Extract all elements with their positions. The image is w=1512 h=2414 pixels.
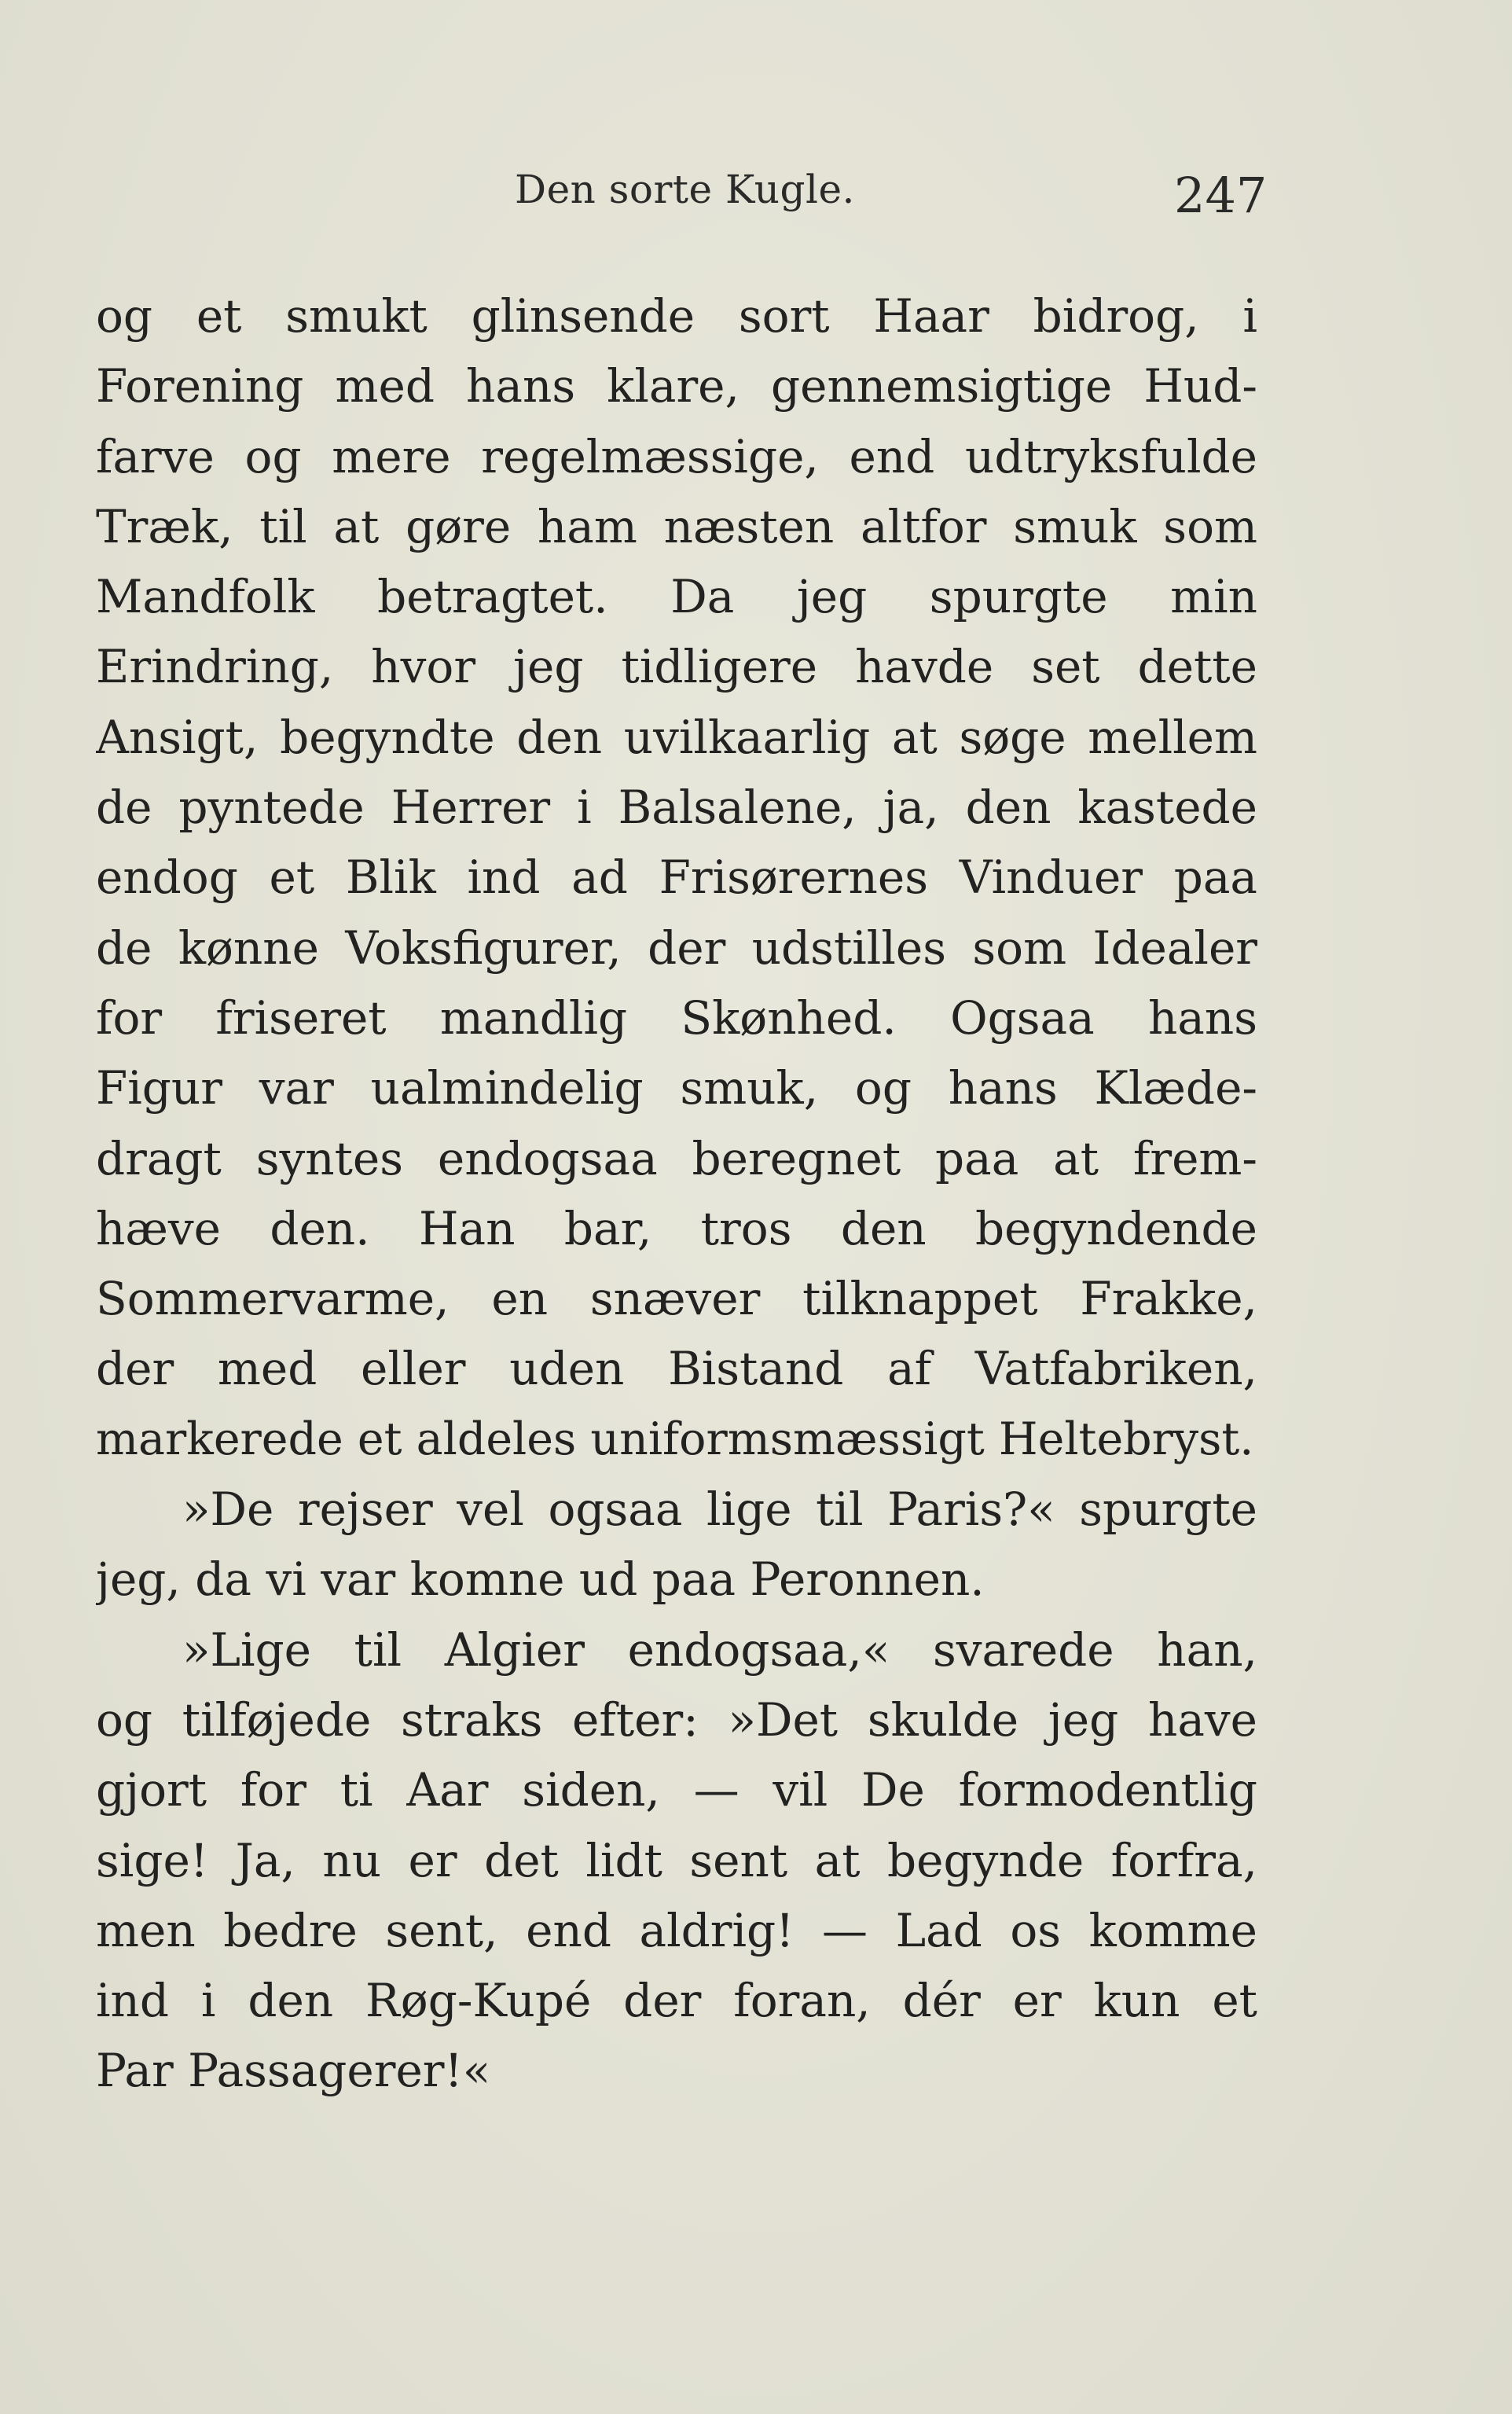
page-number: 247 — [1174, 167, 1268, 224]
text-line: jeg, da vi var komne ud paa Peronnen. — [96, 1552, 985, 1607]
text-line: »Lige til Algier endogsaa,« svarede han, — [182, 1622, 1257, 1677]
text-line: for friseret mandlig Skønhed. Ogsaa hans — [96, 990, 1257, 1045]
text-line: og et smukt glinsende sort Haar bidrog, i — [96, 289, 1257, 343]
body-text — [96, 281, 1257, 2107]
text-line: ind i den Røg-Kupé der foran, dér er kun et — [96, 1974, 1257, 2028]
text-line: Figur var ualmindelig smuk, og hans Klæde- — [96, 1061, 1257, 1115]
text-line: farve og mere regelmæssige, end udtryksfulde — [96, 429, 1257, 483]
text-line: Ansigt, begyndte den uvilkaarlig at søge mellem — [96, 710, 1257, 764]
running-title: Den sorte Kugle. — [515, 167, 855, 212]
text-line: der med eller uden Bistand af Vatfabriken, — [96, 1342, 1257, 1396]
text-line: Par Passagerer!« — [96, 2044, 491, 2098]
text-line: men bedre sent, end aldrig! — Lad os komme — [96, 1903, 1257, 1957]
text-line: Mandfolk betragtet. Da jeg spurgte min — [96, 570, 1257, 624]
text-line: Forening med hans klare, gennemsigtige Hud- — [96, 359, 1257, 413]
text-line: de pyntede Herrer i Balsalene, ja, den kastede — [96, 781, 1257, 835]
text-line: Træk, til at gøre ham næsten altfor smuk som — [96, 499, 1257, 553]
text-line: og tilføjede straks efter: »Det skulde jeg have — [96, 1692, 1257, 1747]
text-line: sige! Ja, nu er det lidt sent at begynde forfra, — [96, 1833, 1257, 1887]
text-line: hæve den. Han bar, tros den begyndende — [96, 1201, 1257, 1255]
text-line: markerede et aldeles uniformsmæssigt Heltebryst. — [96, 1413, 1254, 1465]
text-line: endog et Blik ind ad Frisørernes Vinduer paa — [96, 851, 1257, 905]
text-line: »De rejser vel ogsaa lige til Paris?« spurgte — [182, 1483, 1257, 1537]
text-line: gjort for ti Aar siden, — vil De formodentlig — [96, 1763, 1257, 1817]
text-line: dragt syntes endogsaa beregnet paa at frem- — [96, 1131, 1257, 1185]
text-line: de kønne Voksfigurer, der udstilles som Idealer — [96, 920, 1257, 975]
text-line: Sommervarme, en snæver tilknappet Frakke, — [96, 1272, 1257, 1326]
text-line: Erindring, hvor jeg tidligere havde set dette — [96, 640, 1257, 694]
